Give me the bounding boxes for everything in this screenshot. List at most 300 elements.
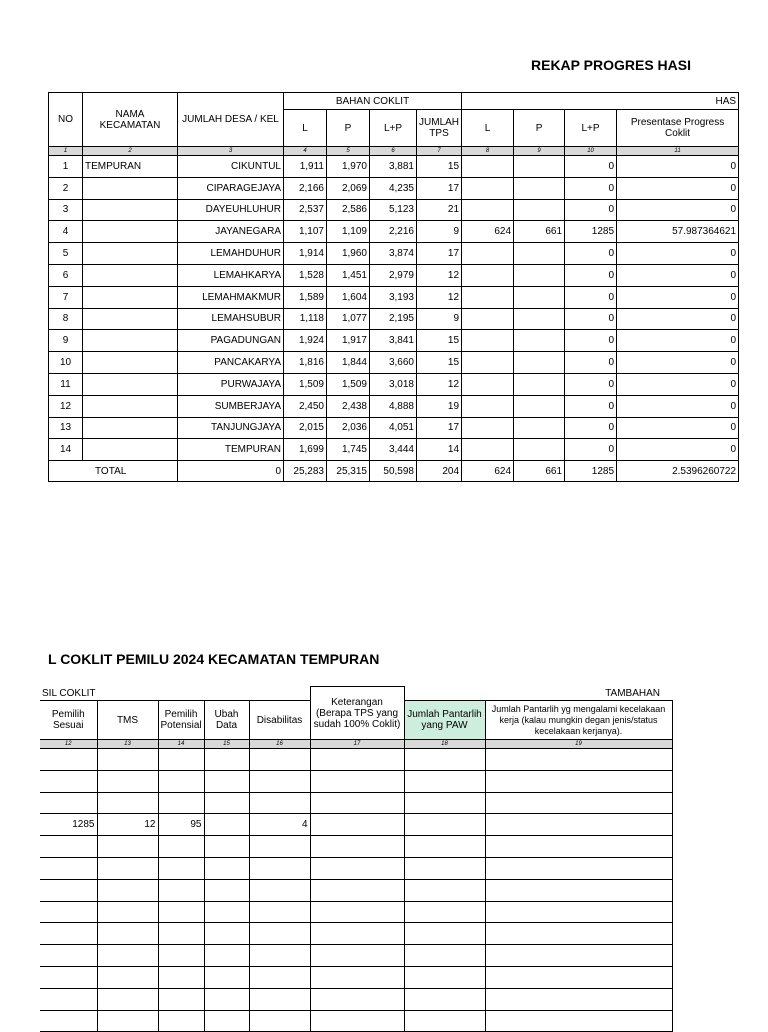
row-lp: 3,193 [370, 286, 417, 308]
cell-tms [97, 770, 158, 792]
cell-kecelakaan-kerja [485, 901, 672, 923]
cell-kecelakaan-kerja [485, 770, 672, 792]
cell-disabilitas [249, 836, 310, 858]
index-cell: 1 [49, 147, 83, 156]
row-hasil-p [514, 395, 565, 417]
header-kecelakaan-kerja: Jumlah Pantarlih yg mengalami kecelakaan kerja (kalau mungkin degan jenis/status kecelakaan kerjanya). [485, 701, 672, 740]
row-lp: 3,841 [370, 330, 417, 352]
row-presentase: 0 [617, 417, 739, 439]
index-cell: 15 [204, 740, 249, 749]
cell-kecelakaan-kerja [485, 945, 672, 967]
table-row [40, 814, 672, 836]
cell-ubah-data [204, 1010, 249, 1032]
header-hasil-p: P [514, 110, 565, 147]
cell-pemilih-sesuai [40, 749, 97, 771]
cell-pantarlih-paw [404, 901, 485, 923]
cell-pantarlih-paw [404, 749, 485, 771]
row-p: 1,509 [327, 373, 370, 395]
row-hasil-l: 624 [462, 221, 514, 243]
index-cell: 19 [485, 740, 672, 749]
row-hasil-p [514, 330, 565, 352]
header-no: NO [49, 93, 83, 147]
row-kecamatan [83, 395, 178, 417]
row-hasil-p [514, 199, 565, 221]
row-hasil-p [514, 156, 565, 178]
row-hasil-lp: 1285 [565, 221, 617, 243]
row-kecamatan [83, 243, 178, 265]
row-kecamatan [83, 417, 178, 439]
cell-kecelakaan-kerja [485, 879, 672, 901]
row-hasil-l [462, 417, 514, 439]
table-row [49, 330, 739, 352]
row-lp: 3,660 [370, 352, 417, 374]
cell-pemilih-potensial [158, 770, 204, 792]
cell-pemilih-potensial [158, 879, 204, 901]
index-cell: 14 [158, 740, 204, 749]
hasil-coklit-table [40, 686, 673, 1032]
cell-pemilih-potensial [158, 945, 204, 967]
table-row [49, 221, 739, 243]
cell-kecelakaan-kerja [485, 814, 672, 836]
row-lp: 5,123 [370, 199, 417, 221]
index-cell: 10 [565, 147, 617, 156]
cell-kecelakaan-kerja [485, 966, 672, 988]
cell-kecelakaan-kerja [485, 988, 672, 1010]
row-no: 12 [49, 395, 83, 417]
row-desa: LEMAHKARYA [178, 264, 284, 286]
row-presentase: 0 [617, 330, 739, 352]
index-cell: 16 [249, 740, 310, 749]
row-kecamatan [83, 439, 178, 461]
row-hasil-l [462, 286, 514, 308]
table-row [49, 177, 739, 199]
table-row [40, 857, 672, 879]
row-no: 9 [49, 330, 83, 352]
cell-tms [97, 988, 158, 1010]
row-hasil-lp: 0 [565, 156, 617, 178]
row-kecamatan [83, 264, 178, 286]
row-lp: 3,881 [370, 156, 417, 178]
cell-ubah-data [204, 814, 249, 836]
row-lp: 2,195 [370, 308, 417, 330]
row-hasil-p [514, 264, 565, 286]
cell-keterangan [310, 836, 404, 858]
table-row [49, 417, 739, 439]
cell-disabilitas [249, 770, 310, 792]
row-presentase: 0 [617, 177, 739, 199]
row-no: 10 [49, 352, 83, 374]
cell-pemilih-sesuai [40, 945, 97, 967]
report-title: REKAP PROGRES HASI [531, 57, 691, 73]
row-presentase: 0 [617, 243, 739, 265]
row-hasil-p [514, 352, 565, 374]
row-hasil-l [462, 373, 514, 395]
cell-keterangan [310, 945, 404, 967]
header-ubah-data: Ubah Data [204, 701, 249, 740]
row-kecamatan [83, 352, 178, 374]
row-kecamatan [83, 177, 178, 199]
row-hasil-p [514, 243, 565, 265]
row-l: 1,911 [284, 156, 327, 178]
row-kecamatan: TEMPURAN [83, 156, 178, 178]
row-l: 1,107 [284, 221, 327, 243]
cell-kecelakaan-kerja [485, 923, 672, 945]
cell-pantarlih-paw [404, 770, 485, 792]
row-lp: 3,874 [370, 243, 417, 265]
cell-tms [97, 1010, 158, 1032]
cell-pemilih-sesuai [40, 879, 97, 901]
header-hasil-coklit: SIL COKLIT [40, 687, 310, 701]
row-hasil-lp: 0 [565, 330, 617, 352]
row-presentase: 0 [617, 352, 739, 374]
header-tambahan: TAMBAHAN [404, 687, 672, 701]
row-lp: 2,216 [370, 221, 417, 243]
cell-keterangan [310, 901, 404, 923]
total-presentase: 2.5396260722 [617, 461, 739, 482]
row-tps: 12 [417, 286, 462, 308]
row-tps: 17 [417, 177, 462, 199]
table-row [49, 156, 739, 178]
row-tps: 21 [417, 199, 462, 221]
cell-keterangan [310, 988, 404, 1010]
row-hasil-l [462, 395, 514, 417]
index-cell: 8 [462, 147, 514, 156]
cell-pemilih-potensial [158, 836, 204, 858]
cell-pantarlih-paw [404, 814, 485, 836]
row-p: 1,451 [327, 264, 370, 286]
cell-pantarlih-paw [404, 988, 485, 1010]
row-hasil-lp: 0 [565, 417, 617, 439]
total-hasil-p: 661 [514, 461, 565, 482]
row-desa: LEMAHSUBUR [178, 308, 284, 330]
total-hasil-l: 624 [462, 461, 514, 482]
row-hasil-l [462, 330, 514, 352]
cell-ubah-data [204, 792, 249, 814]
cell-keterangan [310, 1010, 404, 1032]
cell-disabilitas: 4 [249, 814, 310, 836]
cell-ubah-data [204, 966, 249, 988]
header-kecamatan: NAMA KECAMATAN [83, 93, 178, 147]
row-l: 1,118 [284, 308, 327, 330]
table-row [40, 901, 672, 923]
row-kecamatan [83, 221, 178, 243]
report-subtitle: L COKLIT PEMILU 2024 KECAMATAN TEMPURAN [48, 651, 380, 667]
row-desa: PAGADUNGAN [178, 330, 284, 352]
row-p: 1,960 [327, 243, 370, 265]
cell-ubah-data [204, 901, 249, 923]
row-p: 2,069 [327, 177, 370, 199]
cell-disabilitas [249, 792, 310, 814]
index-cell: 12 [40, 740, 97, 749]
row-hasil-lp: 0 [565, 439, 617, 461]
row-hasil-p [514, 417, 565, 439]
row-no: 3 [49, 199, 83, 221]
row-p: 1,844 [327, 352, 370, 374]
cell-pemilih-sesuai [40, 792, 97, 814]
table-row [40, 945, 672, 967]
cell-pemilih-sesuai [40, 836, 97, 858]
header-p: P [327, 110, 370, 147]
cell-pantarlih-paw [404, 836, 485, 858]
row-lp: 3,018 [370, 373, 417, 395]
header-l: L [284, 110, 327, 147]
row-p: 1,970 [327, 156, 370, 178]
row-hasil-lp: 0 [565, 199, 617, 221]
total-p: 25,315 [327, 461, 370, 482]
row-hasil-l [462, 352, 514, 374]
cell-tms [97, 836, 158, 858]
row-p: 2,586 [327, 199, 370, 221]
row-l: 1,509 [284, 373, 327, 395]
table-row [40, 966, 672, 988]
row-tps: 17 [417, 243, 462, 265]
row-lp: 2,979 [370, 264, 417, 286]
rekap-table [48, 92, 739, 482]
header-lp: L+P [370, 110, 417, 147]
header-pemilih-potensial: Pemilih Potensial [158, 701, 204, 740]
row-tps: 17 [417, 417, 462, 439]
cell-ubah-data [204, 945, 249, 967]
cell-tms [97, 923, 158, 945]
row-lp: 4,235 [370, 177, 417, 199]
row-l: 1,589 [284, 286, 327, 308]
row-l: 1,528 [284, 264, 327, 286]
cell-kecelakaan-kerja [485, 857, 672, 879]
row-no: 13 [49, 417, 83, 439]
row-tps: 9 [417, 221, 462, 243]
cell-pemilih-sesuai [40, 1010, 97, 1032]
cell-pemilih-potensial [158, 988, 204, 1010]
header-tms: TMS [97, 701, 158, 740]
row-no: 5 [49, 243, 83, 265]
cell-pantarlih-paw [404, 945, 485, 967]
cell-keterangan [310, 792, 404, 814]
row-l: 2,166 [284, 177, 327, 199]
cell-keterangan [310, 966, 404, 988]
table-row [49, 308, 739, 330]
row-hasil-l [462, 264, 514, 286]
cell-tms [97, 966, 158, 988]
header-hasil-lp: L+P [565, 110, 617, 147]
table-row [49, 243, 739, 265]
cell-ubah-data [204, 770, 249, 792]
cell-pemilih-sesuai [40, 857, 97, 879]
cell-ubah-data [204, 988, 249, 1010]
cell-pantarlih-paw [404, 857, 485, 879]
index-cell: 18 [404, 740, 485, 749]
cell-pemilih-potensial [158, 749, 204, 771]
row-l: 2,537 [284, 199, 327, 221]
cell-kecelakaan-kerja [485, 792, 672, 814]
cell-pantarlih-paw [404, 1010, 485, 1032]
row-presentase: 0 [617, 264, 739, 286]
row-desa: SUMBERJAYA [178, 395, 284, 417]
cell-pemilih-potensial: 95 [158, 814, 204, 836]
row-tps: 12 [417, 264, 462, 286]
table-row [49, 395, 739, 417]
index-cell: 3 [178, 147, 284, 156]
row-no: 6 [49, 264, 83, 286]
total-row [49, 461, 739, 482]
row-lp: 4,888 [370, 395, 417, 417]
row-desa: PANCAKARYA [178, 352, 284, 374]
row-no: 14 [49, 439, 83, 461]
cell-disabilitas [249, 988, 310, 1010]
row-hasil-lp: 0 [565, 308, 617, 330]
row-desa: TEMPURAN [178, 439, 284, 461]
table-row [49, 352, 739, 374]
index-cell: 5 [327, 147, 370, 156]
row-tps: 9 [417, 308, 462, 330]
cell-disabilitas [249, 901, 310, 923]
index-cell: 9 [514, 147, 565, 156]
cell-kecelakaan-kerja [485, 749, 672, 771]
cell-pemilih-sesuai: 1285 [40, 814, 97, 836]
row-hasil-lp: 0 [565, 177, 617, 199]
total-hasil-lp: 1285 [565, 461, 617, 482]
cell-pemilih-sesuai [40, 901, 97, 923]
table-row [40, 770, 672, 792]
cell-keterangan [310, 814, 404, 836]
row-desa: PURWAJAYA [178, 373, 284, 395]
table-row [40, 836, 672, 858]
header-bahan-coklit: BAHAN COKLIT [284, 93, 462, 110]
cell-tms [97, 879, 158, 901]
cell-pantarlih-paw [404, 966, 485, 988]
header-hasil: HAS [462, 93, 739, 110]
row-desa: LEMAHDUHUR [178, 243, 284, 265]
cell-disabilitas [249, 857, 310, 879]
cell-pantarlih-paw [404, 923, 485, 945]
table-row [40, 792, 672, 814]
cell-pemilih-potensial [158, 923, 204, 945]
cell-pemilih-potensial [158, 792, 204, 814]
cell-pemilih-potensial [158, 966, 204, 988]
row-presentase: 0 [617, 286, 739, 308]
row-l: 1,924 [284, 330, 327, 352]
cell-disabilitas [249, 923, 310, 945]
cell-pantarlih-paw [404, 879, 485, 901]
row-hasil-lp: 0 [565, 352, 617, 374]
row-presentase: 0 [617, 308, 739, 330]
row-hasil-l [462, 308, 514, 330]
cell-ubah-data [204, 749, 249, 771]
row-tps: 15 [417, 330, 462, 352]
row-hasil-lp: 0 [565, 286, 617, 308]
row-desa: JAYANEGARA [178, 221, 284, 243]
row-hasil-l [462, 439, 514, 461]
row-tps: 14 [417, 439, 462, 461]
row-no: 11 [49, 373, 83, 395]
index-cell: 2 [83, 147, 178, 156]
row-hasil-p [514, 439, 565, 461]
row-hasil-p [514, 373, 565, 395]
row-no: 7 [49, 286, 83, 308]
row-p: 2,036 [327, 417, 370, 439]
header-keterangan: Keterangan (Berapa TPS yang sudah 100% Coklit) [310, 687, 404, 740]
header-desa: JUMLAH DESA / KEL [178, 93, 284, 147]
cell-ubah-data [204, 923, 249, 945]
cell-disabilitas [249, 1010, 310, 1032]
row-kecamatan [83, 330, 178, 352]
row-p: 2,438 [327, 395, 370, 417]
row-desa: CIPARAGEJAYA [178, 177, 284, 199]
cell-disabilitas [249, 945, 310, 967]
row-tps: 15 [417, 352, 462, 374]
row-desa: CIKUNTUL [178, 156, 284, 178]
total-l: 25,283 [284, 461, 327, 482]
row-l: 1,914 [284, 243, 327, 265]
row-kecamatan [83, 199, 178, 221]
row-hasil-l [462, 243, 514, 265]
cell-keterangan [310, 857, 404, 879]
row-desa: TANJUNGJAYA [178, 417, 284, 439]
rekap-table-container [48, 92, 737, 492]
total-label: TOTAL [49, 461, 178, 482]
cell-pemilih-sesuai [40, 923, 97, 945]
cell-kecelakaan-kerja [485, 1010, 672, 1032]
row-tps: 12 [417, 373, 462, 395]
cell-kecelakaan-kerja [485, 836, 672, 858]
cell-tms: 12 [97, 814, 158, 836]
header-disabilitas: Disabilitas [249, 701, 310, 740]
row-no: 4 [49, 221, 83, 243]
row-tps: 15 [417, 156, 462, 178]
row-presentase: 0 [617, 439, 739, 461]
header-hasil-l: L [462, 110, 514, 147]
row-desa: LEMAHMAKMUR [178, 286, 284, 308]
cell-pantarlih-paw [404, 792, 485, 814]
header-pantarlih-paw: Jumlah Pantarlih yang PAW [404, 701, 485, 740]
cell-ubah-data [204, 836, 249, 858]
cell-pemilih-sesuai [40, 770, 97, 792]
row-presentase: 0 [617, 395, 739, 417]
cell-pemilih-sesuai [40, 988, 97, 1010]
index-cell: 13 [97, 740, 158, 749]
cell-tms [97, 857, 158, 879]
row-l: 1,816 [284, 352, 327, 374]
row-presentase: 57.987364621 [617, 221, 739, 243]
row-presentase: 0 [617, 156, 739, 178]
cell-tms [97, 945, 158, 967]
index-cell: 17 [310, 740, 404, 749]
row-hasil-p [514, 286, 565, 308]
cell-tms [97, 792, 158, 814]
row-no: 8 [49, 308, 83, 330]
table-row [40, 1010, 672, 1032]
row-lp: 4,051 [370, 417, 417, 439]
row-hasil-lp: 0 [565, 395, 617, 417]
table-row [49, 439, 739, 461]
cell-ubah-data [204, 879, 249, 901]
cell-disabilitas [249, 879, 310, 901]
cell-keterangan [310, 749, 404, 771]
index-cell: 11 [617, 147, 739, 156]
table-row [40, 923, 672, 945]
cell-tms [97, 749, 158, 771]
row-p: 1,917 [327, 330, 370, 352]
cell-keterangan [310, 770, 404, 792]
row-p: 1,604 [327, 286, 370, 308]
row-hasil-p: 661 [514, 221, 565, 243]
cell-pemilih-potensial [158, 1010, 204, 1032]
row-hasil-l [462, 199, 514, 221]
row-desa: DAYEUHLUHUR [178, 199, 284, 221]
row-no: 1 [49, 156, 83, 178]
total-lp: 50,598 [370, 461, 417, 482]
row-hasil-lp: 0 [565, 264, 617, 286]
index-row [49, 147, 739, 156]
